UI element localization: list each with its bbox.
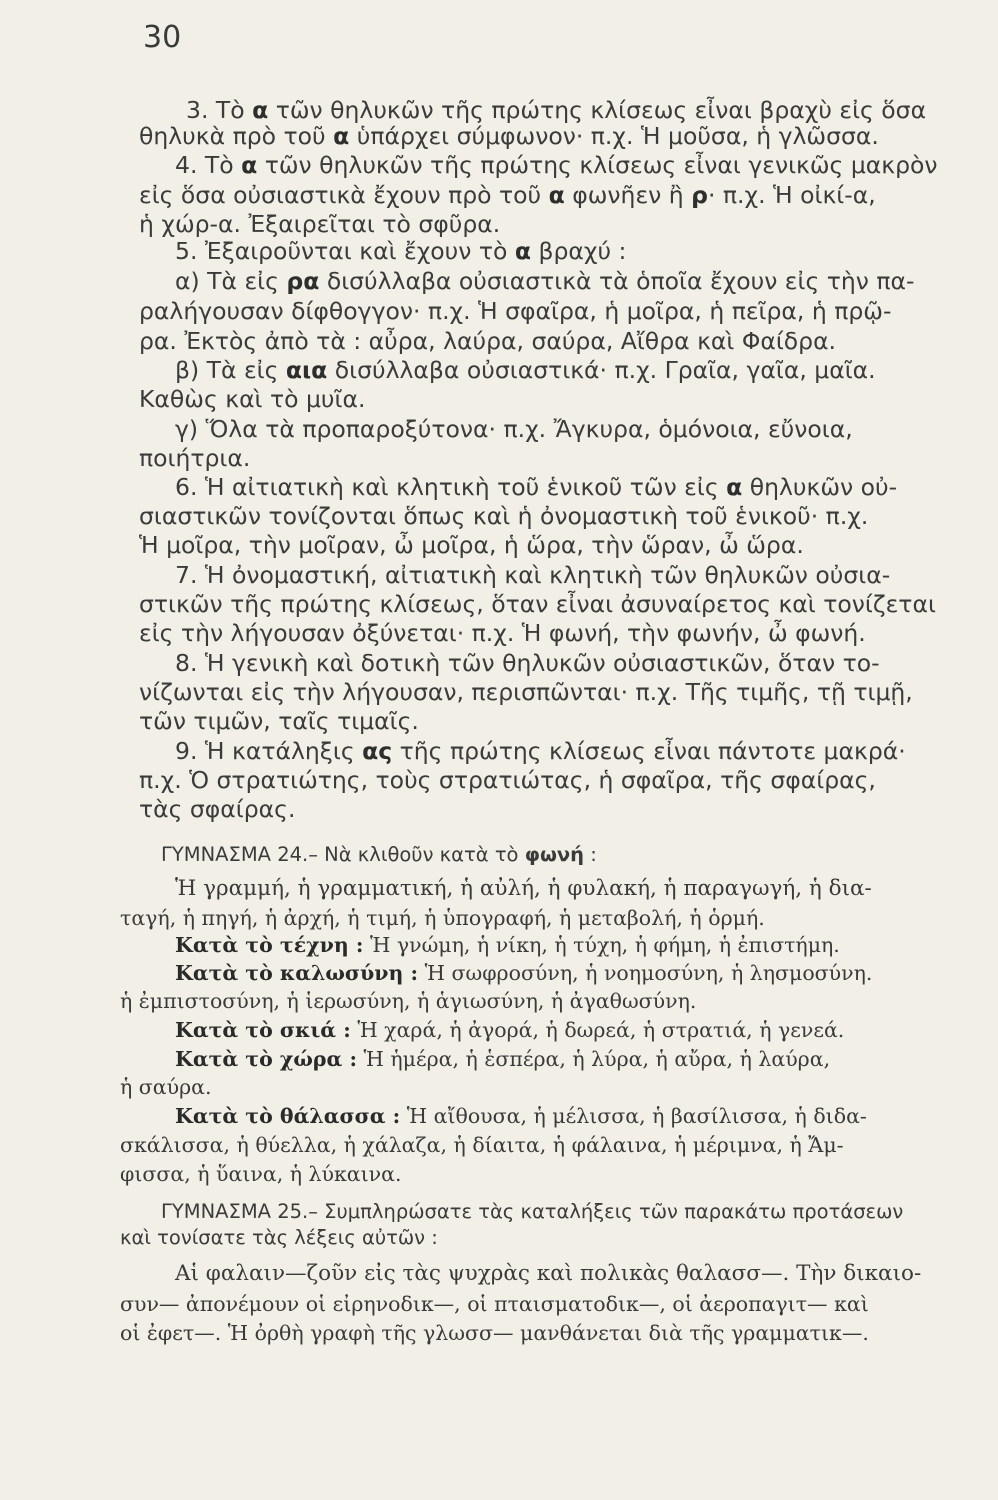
- exercise-25-heading-line-2: καὶ τονίσατε τὰς λέξεις αὐτῶν :: [120, 1226, 438, 1249]
- exercise-24-group-thalassa: Κατὰ τὸ θάλασσα : Ἡ αἴθουσα, ἡ μέλισσα, ἡ βασίλισσα, ἡ διδα-: [175, 1104, 867, 1128]
- rule-5-line-1: 5. Ἐξαιροῦνται καὶ ἔχουν τὸ α βραχύ :: [175, 237, 627, 265]
- rule-4-line-3: ἡ χώρ-α. Ἐξαιρεῖται τὸ σφῦρα.: [139, 210, 501, 238]
- rule-5c-line-1: γ) Ὅλα τὰ προπαροξύτονα· π.χ. Ἄγκυρα, ὁμόνοια, εὔνοια,: [175, 415, 853, 443]
- exercise-24-group-kalosyni: Κατὰ τὸ καλωσύνη : Ἡ σωφροσύνη, ἡ νοημοσύνη, ἡ λησμοσύνη.: [175, 961, 873, 985]
- exercise-25-line-2: συν— ἀπονέμουν οἱ εἰρηνοδικ—, οἱ πταισματοδικ—, οἱ ἀεροπαγιτ— καὶ: [120, 1292, 869, 1316]
- rule-6-line-2: σιαστικῶν τονίζονται ὅπως καὶ ἡ ὀνομαστικὴ τοῦ ἑνικοῦ· π.χ.: [139, 502, 869, 530]
- rule-6-line-1: 6. Ἡ αἰτιατικὴ καὶ κλητικὴ τοῦ ἑνικοῦ τῶν εἰς α θηλυκῶν οὐ-: [175, 473, 898, 501]
- rule-5a-line-1: α) Τὰ εἰς ρα δισύλλαβα οὐσιαστικὰ τὰ ὁποῖα ἔχουν εἰς τὴν πα-: [175, 267, 915, 295]
- rule-5a-line-2: ραλήγουσαν δίφθογγον· π.χ. Ἡ σφαῖρα, ἡ μοῖρα, ἡ πεῖρα, ἡ πρῷ-: [139, 297, 892, 325]
- rule-7-line-3: εἰς τὴν λήγουσαν ὀξύνεται· π.χ. Ἡ φωνή, τὴν φωνήν, ὦ φωνή.: [139, 619, 866, 647]
- rule-5b-line-1: β) Τὰ εἰς αια δισύλλαβα οὐσιαστικά· π.χ. Γραῖα, γαῖα, μαῖα.: [175, 356, 876, 384]
- rule-9-line-1: 9. Ἡ κατάληξις ας τῆς πρώτης κλίσεως εἶναι πάντοτε μακρά·: [175, 737, 906, 765]
- rule-3-line-1: 3. Τὸ α τῶν θηλυκῶν τῆς πρώτης κλίσεως εἶναι βραχὺ εἰς ὅσα: [186, 96, 927, 124]
- rule-3-line-2: θηλυκὰ πρὸ τοῦ α ὑπάρχει σύμφωνον· π.χ. Ἡ μοῦσα, ἡ γλῶσσα.: [139, 122, 879, 150]
- rule-9-line-2: π.χ. Ὁ στρατιώτης, τοὺς στρατιώτας, ἡ σφαῖρα, τῆς σφαίρας,: [139, 766, 876, 794]
- exercise-24-group-chora: Κατὰ τὸ χώρα : Ἡ ἡμέρα, ἡ ἑσπέρα, ἡ λύρα, ἡ αὔρα, ἡ λαύρα,: [175, 1047, 831, 1071]
- rule-5c-line-2: ποιήτρια.: [139, 444, 251, 472]
- exercise-24-group-techni: Κατὰ τὸ τέχνη : Ἡ γνώμη, ἡ νίκη, ἡ τύχη, ἡ φήμη, ἡ ἐπιστήμη.: [175, 933, 840, 957]
- page-number: 30: [143, 20, 182, 55]
- rule-8-line-2: νίζωνται εἰς τὴν λήγουσαν, περισπῶνται· π.χ. Τῆς τιμῆς, τῇ τιμῇ,: [139, 678, 913, 706]
- exercise-24-group-thalassa-line-3: φισσα, ἡ ὕαινα, ἡ λύκαινα.: [120, 1162, 402, 1186]
- rule-5a-line-3: ρα. Ἐκτὸς ἀπὸ τὰ : αὖρα, λαύρα, σαύρα, Αἴθρα καὶ Φαίδρα.: [139, 327, 837, 355]
- exercise-24-line-1: Ἡ γραμμή, ἡ γραμματική, ἡ αὐλή, ἡ φυλακή, ἡ παραγωγή, ἡ δια-: [175, 876, 872, 901]
- exercise-25-heading-line-1: ΓΥΜΝΑΣΜΑ 25.– Συμπληρώσατε τὰς καταλήξεις τῶν παρακάτω προτάσεων: [161, 1200, 904, 1223]
- rule-8-line-1: 8. Ἡ γενικὴ καὶ δοτικὴ τῶν θηλυκῶν οὐσιαστικῶν, ὅταν το-: [175, 649, 880, 677]
- exercise-24-group-skia: Κατὰ τὸ σκιά : Ἡ χαρά, ἡ ἀγορά, ἡ δωρεά, ἡ στρατιά, ἡ γενεά.: [175, 1018, 845, 1042]
- rule-9-line-3: τὰς σφαίρας.: [139, 795, 296, 823]
- exercise-24-heading: ΓΥΜΝΑΣΜΑ 24.– Νὰ κλιθοῦν κατὰ τὸ φωνή :: [161, 843, 597, 866]
- exercise-25-line-3: οἱ ἐφετ—. Ἡ ὀρθὴ γραφὴ τῆς γλωσσ— μανθάνεται διὰ τῆς γραμματικ—.: [120, 1321, 869, 1345]
- exercise-24-group-chora-line-2: ἡ σαύρα.: [120, 1075, 212, 1099]
- exercise-25-line-1: Αἱ φαλαιν—ζοῦν εἰς τὰς ψυχρὰς καὶ πολικὰς θαλασσ—. Τὴν δικαιο-: [175, 1261, 922, 1286]
- exercise-24-group-thalassa-line-2: σκάλισσα, ἡ θύελλα, ἡ χάλαζα, ἡ δίαιτα, ἡ φάλαινα, ἡ μέριμνα, ἡ Ἄμ-: [120, 1133, 844, 1157]
- rule-6-line-3: Ἡ μοῖρα, τὴν μοῖραν, ὦ μοῖρα, ἡ ὥρα, τὴν ὥραν, ὦ ὥρα.: [139, 531, 804, 559]
- rule-5b-line-2: Καθὼς καὶ τὸ μυῖα.: [139, 385, 366, 413]
- exercise-24-line-2: ταγή, ἡ πηγή, ἡ ἀρχή, ἡ τιμή, ἡ ὑπογραφή, ἡ μεταβολή, ἡ ὁρμή.: [120, 906, 765, 930]
- rule-8-line-3: τῶν τιμῶν, ταῖς τιμαῖς.: [139, 707, 419, 735]
- rule-7-line-1: 7. Ἡ ὀνομαστική, αἰτιατικὴ καὶ κλητικὴ τῶν θηλυκῶν οὐσια-: [175, 561, 891, 589]
- rule-4-line-1: 4. Τὸ α τῶν θηλυκῶν τῆς πρώτης κλίσεως εἶναι γενικῶς μακρὸν: [175, 151, 938, 179]
- exercise-24-group-kalosyni-line-2: ἡ ἐμπιστοσύνη, ἡ ἱερωσύνη, ἡ ἁγιωσύνη, ἡ ἀγαθωσύνη.: [120, 989, 697, 1013]
- rule-7-line-2: στικῶν τῆς πρώτης κλίσεως, ὅταν εἶναι ἀσυναίρετος καὶ τονίζεται: [139, 590, 936, 618]
- rule-4-line-2: εἰς ὅσα οὐσιαστικὰ ἔχουν πρὸ τοῦ α φωνῆεν ἢ ρ· π.χ. Ἡ οἰκί-α,: [139, 181, 876, 209]
